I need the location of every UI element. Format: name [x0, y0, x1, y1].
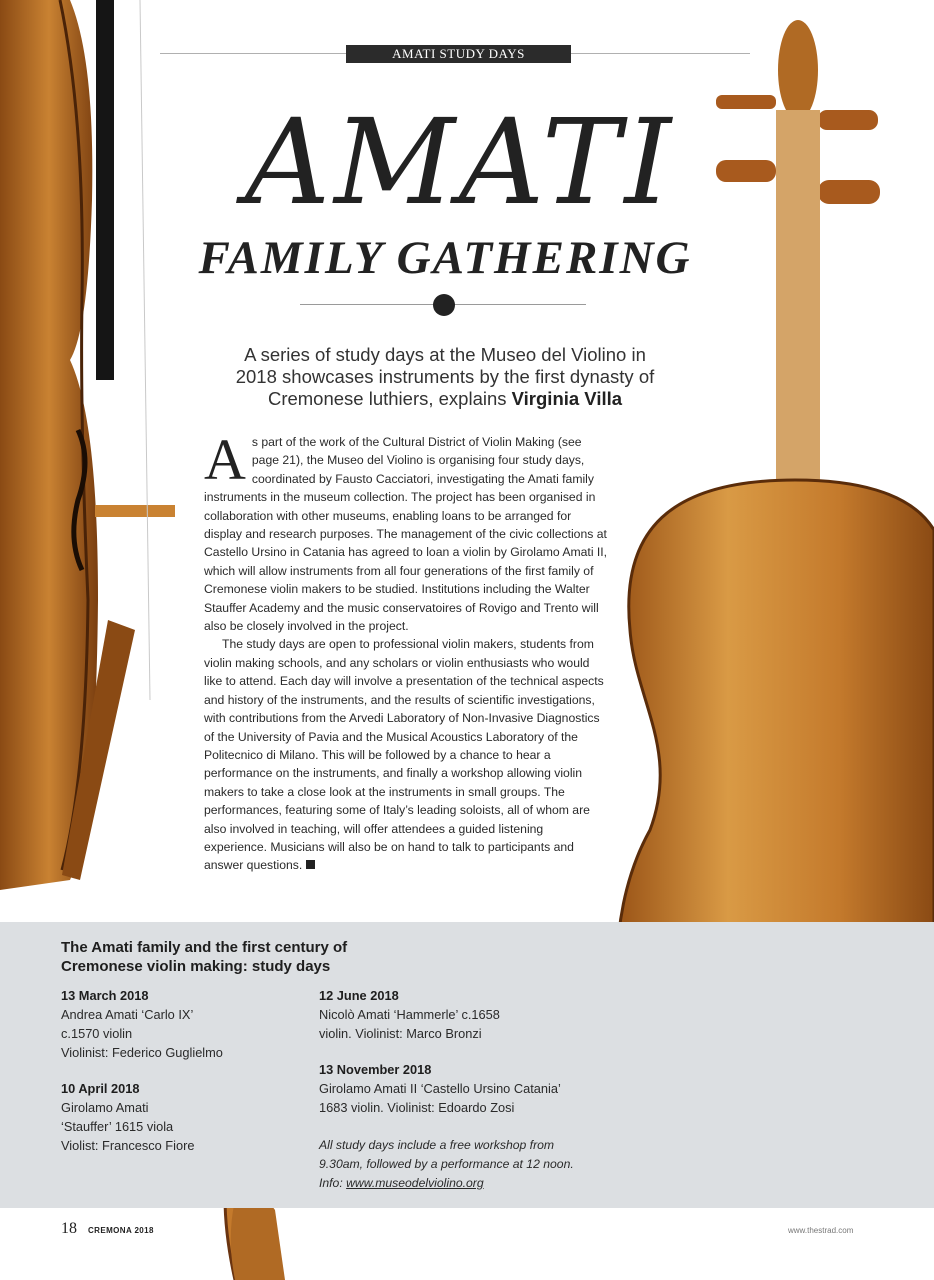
header-rule-right [570, 53, 750, 54]
museum-website-link[interactable]: www.museodelviolino.org [346, 1176, 484, 1190]
event-line: Violinist: Federico Guglielmo [61, 1045, 223, 1060]
end-mark-icon [306, 860, 315, 869]
footer-website: www.thestrad.com [788, 1226, 854, 1235]
cello-image [0, 0, 180, 900]
subheadline: FAMILY GATHERING [198, 232, 692, 284]
event-line: c.1570 violin [61, 1026, 133, 1041]
workshop-note-text: All study days include a free workshop from 9.30am, followed by a performance at 12 noon. Info: [319, 1138, 574, 1190]
title-divider-dot [433, 294, 455, 316]
event-date: 10 April 2018 [61, 1081, 140, 1096]
event-line: Girolamo Amati II ‘Castello Ursino Catania’ [319, 1081, 561, 1096]
standfirst [225, 344, 665, 410]
study-day-event [319, 986, 589, 1043]
drop-cap: A [204, 427, 246, 492]
workshop-note [319, 1136, 599, 1193]
page-number: 18 [61, 1220, 77, 1237]
event-date: 13 March 2018 [61, 988, 149, 1003]
paragraph-1-text: s part of the work of the Cultural District of Violin Making (see page 21), the Museo del Violino is organising four study days, coordinated by Fausto Cacciatori, investigating the Amati family instruments in the museum collection. The project has been organised in collaboration with other museums, enabling loans to be arranged for display and research purposes. The management of the civic collections at Castello Ursino in Catania has agreed to loan a violin by Girolamo Amati II, which will allow instruments from all four generations of the first family of Cremonese violin makers to be studied. Institutions including the Walter Stauffer Academy and the music conservatoires of Rovigo and Trento will also be closely involved in the project. [204, 435, 608, 634]
event-line: Nicolò Amati ‘Hammerle’ c.1658 [319, 1007, 500, 1022]
event-line: ‘Stauffer’ 1615 viola [61, 1119, 174, 1134]
header-rule-left [160, 53, 346, 54]
event-line: violin. Violinist: Marco Bronzi [319, 1026, 482, 1041]
study-day-event [319, 1060, 599, 1117]
event-line: Girolamo Amati [61, 1100, 149, 1115]
study-day-event [61, 1079, 231, 1155]
panel-title: The Amati family and the first century of Cremonese violin making: study days [61, 939, 348, 975]
standfirst-text: A series of study days at the Museo del Violino in 2018 showcases instruments by the first dynasty of Cremonese luthiers, explains [235, 344, 655, 409]
event-line: Andrea Amati ‘Carlo IX’ [61, 1007, 194, 1022]
article-paragraph [204, 635, 608, 874]
event-date: 12 June 2018 [319, 988, 399, 1003]
article-body [204, 427, 608, 875]
author-name: Virginia Villa [511, 388, 623, 409]
section-kicker: AMATI STUDY DAYS [346, 45, 571, 63]
headline: AMATI [244, 93, 676, 231]
article-paragraph [204, 427, 608, 635]
event-line: Violist: Francesco Fiore [61, 1138, 195, 1153]
paragraph-2-text: The study days are open to professional violin makers, students from violin making schools, and any scholars or violin enthusiasts who would like to attend. Each day will involve a presentation of the technical aspects and history of the instruments, and the results of scientific investigations, with contributions from the Arvedi Laboratory of Non-Invasive Diagnostics of the University of Pavia and the Musical Acoustics Laboratory of the Politecnico di Milano. This will be followed by a chance to hear a performance on the instruments, and finally a workshop allowing violin makers to take a close look at the instruments in small groups. The performances, featuring some of Italy’s leading soloists, all of whom are also involved in teaching, will offer attendees a guided listening experience. Musicians will also be on hand to talk to participants and answer questions. [204, 637, 604, 873]
study-day-event [61, 986, 281, 1062]
footer-section-name: CREMONA 2018 [88, 1226, 154, 1235]
event-line: 1683 violin. Violinist: Edoardo Zosi [319, 1100, 515, 1115]
event-date: 13 November 2018 [319, 1062, 432, 1077]
